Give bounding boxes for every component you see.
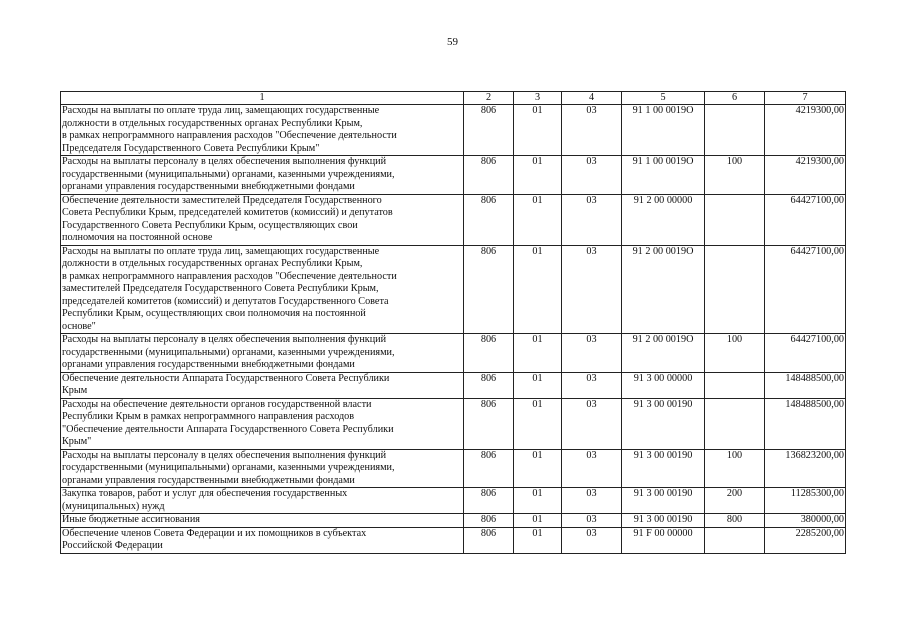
row-amount: 4219300,00 — [765, 156, 846, 195]
row-amount: 4219300,00 — [765, 105, 846, 156]
row-expense-type — [705, 527, 765, 553]
row-subsection-code: 03 — [562, 488, 622, 514]
row-description: Расходы на выплаты персоналу в целях обеспечения выполнения функций государственными (муниципальными) органами, казенными учреждениями, органами управления государственными внебюджетными фондами — [61, 156, 464, 195]
row-subsection-code: 03 — [562, 372, 622, 398]
row-section-code: 01 — [514, 372, 562, 398]
row-expense-type — [705, 105, 765, 156]
table-row — [61, 372, 846, 398]
row-section-code: 01 — [514, 398, 562, 449]
row-section-code: 01 — [514, 245, 562, 334]
column-header-5: 5 — [622, 92, 705, 105]
row-section-code: 01 — [514, 527, 562, 553]
table-row — [61, 334, 846, 373]
table-row — [61, 194, 846, 245]
row-target-article: 91 3 00 00190 — [622, 449, 705, 488]
row-amount: 148488500,00 — [765, 398, 846, 449]
column-header-2: 2 — [464, 92, 514, 105]
row-expense-type: 200 — [705, 488, 765, 514]
row-target-article: 91 2 00 0019О — [622, 245, 705, 334]
row-target-article: 91 1 00 0019О — [622, 156, 705, 195]
row-expense-type: 800 — [705, 514, 765, 528]
page-number: 59 — [447, 36, 458, 48]
row-subsection-code: 03 — [562, 514, 622, 528]
table-body — [61, 105, 846, 554]
row-target-article: 91 2 00 0019О — [622, 334, 705, 373]
budget-table — [60, 91, 846, 554]
row-amount: 148488500,00 — [765, 372, 846, 398]
row-description: Расходы на выплаты персоналу в целях обеспечения выполнения функций государственными (муниципальными) органами, казенными учреждениями, органами управления государственными внебюджетными фондами — [61, 449, 464, 488]
row-amount: 64427100,00 — [765, 334, 846, 373]
column-header-4: 4 — [562, 92, 622, 105]
row-description: Расходы на выплаты по оплате труда лиц, замещающих государственные должности в отдельных государственных органах Республики Крым, в рамках непрограммного направления расходов "Обеспечение деятельности заместителей Председателя Государственного Совета Республики Крым, председателей комитетов (комиссий) и депутатов Государственного Совета Республики Крым, осуществляющих свои полномочия на постоянной основе" — [61, 245, 464, 334]
row-description: Расходы на выплаты персоналу в целях обеспечения выполнения функций государственными (муниципальными) органами, казенными учреждениями, органами управления государственными внебюджетными фондами — [61, 334, 464, 373]
row-amount: 136823200,00 — [765, 449, 846, 488]
row-target-article: 91 3 00 00190 — [622, 488, 705, 514]
table-row — [61, 488, 846, 514]
table-row — [61, 449, 846, 488]
row-subsection-code: 03 — [562, 334, 622, 373]
row-expense-type — [705, 245, 765, 334]
header-row — [61, 92, 846, 105]
row-description: Обеспечение деятельности заместителей Председателя Государственного Совета Республики Крым, председателей комитетов (комиссий) и депутатов Государственного Совета Республики Крым, осуществляющих свои полномочия на постоянной основе — [61, 194, 464, 245]
row-ministry-code: 806 — [464, 334, 514, 373]
row-ministry-code: 806 — [464, 527, 514, 553]
table-row — [61, 156, 846, 195]
row-expense-type — [705, 194, 765, 245]
row-subsection-code: 03 — [562, 398, 622, 449]
row-ministry-code: 806 — [464, 105, 514, 156]
row-ministry-code: 806 — [464, 245, 514, 334]
row-ministry-code: 806 — [464, 514, 514, 528]
row-target-article: 91 1 00 0019О — [622, 105, 705, 156]
row-target-article: 91 3 00 00000 — [622, 372, 705, 398]
row-subsection-code: 03 — [562, 156, 622, 195]
row-ministry-code: 806 — [464, 372, 514, 398]
row-subsection-code: 03 — [562, 527, 622, 553]
row-ministry-code: 806 — [464, 398, 514, 449]
row-section-code: 01 — [514, 488, 562, 514]
row-subsection-code: 03 — [562, 105, 622, 156]
row-target-article: 91 F 00 00000 — [622, 527, 705, 553]
row-section-code: 01 — [514, 449, 562, 488]
row-target-article: 91 2 00 00000 — [622, 194, 705, 245]
row-expense-type — [705, 398, 765, 449]
row-expense-type — [705, 372, 765, 398]
row-section-code: 01 — [514, 156, 562, 195]
row-target-article: 91 3 00 00190 — [622, 514, 705, 528]
row-ministry-code: 806 — [464, 488, 514, 514]
row-ministry-code: 806 — [464, 449, 514, 488]
row-expense-type: 100 — [705, 156, 765, 195]
row-section-code: 01 — [514, 194, 562, 245]
column-header-1: 1 — [61, 92, 464, 105]
table-row — [61, 105, 846, 156]
row-amount: 64427100,00 — [765, 194, 846, 245]
row-ministry-code: 806 — [464, 194, 514, 245]
row-description: Обеспечение членов Совета Федерации и их помощников в субъектах Российской Федерации — [61, 527, 464, 553]
table-row — [61, 398, 846, 449]
row-subsection-code: 03 — [562, 449, 622, 488]
row-expense-type: 100 — [705, 449, 765, 488]
table-row — [61, 245, 846, 334]
column-header-7: 7 — [765, 92, 846, 105]
row-target-article: 91 3 00 00190 — [622, 398, 705, 449]
row-description: Обеспечение деятельности Аппарата Государственного Совета Республики Крым — [61, 372, 464, 398]
row-amount: 64427100,00 — [765, 245, 846, 334]
row-ministry-code: 806 — [464, 156, 514, 195]
row-description: Закупка товаров, работ и услуг для обеспечения государственных (муниципальных) нужд — [61, 488, 464, 514]
row-subsection-code: 03 — [562, 245, 622, 334]
row-description: Расходы на обеспечение деятельности органов государственной власти Республики Крым в рамках непрограммного направления расходов "Обеспечение деятельности Аппарата Государственного Совета Республики Крым" — [61, 398, 464, 449]
column-header-6: 6 — [705, 92, 765, 105]
row-amount: 11285300,00 — [765, 488, 846, 514]
row-expense-type: 100 — [705, 334, 765, 373]
row-subsection-code: 03 — [562, 194, 622, 245]
row-description: Иные бюджетные ассигнования — [61, 514, 464, 528]
row-description: Расходы на выплаты по оплате труда лиц, замещающих государственные должности в отдельных государственных органах Республики Крым, в рамках непрограммного направления расходов "Обеспечение деятельности Председателя Государственного Совета Республики Крым" — [61, 105, 464, 156]
row-section-code: 01 — [514, 334, 562, 373]
row-section-code: 01 — [514, 514, 562, 528]
row-amount: 2285200,00 — [765, 527, 846, 553]
table-row — [61, 514, 846, 528]
table-row — [61, 527, 846, 553]
row-amount: 380000,00 — [765, 514, 846, 528]
row-section-code: 01 — [514, 105, 562, 156]
column-header-3: 3 — [514, 92, 562, 105]
